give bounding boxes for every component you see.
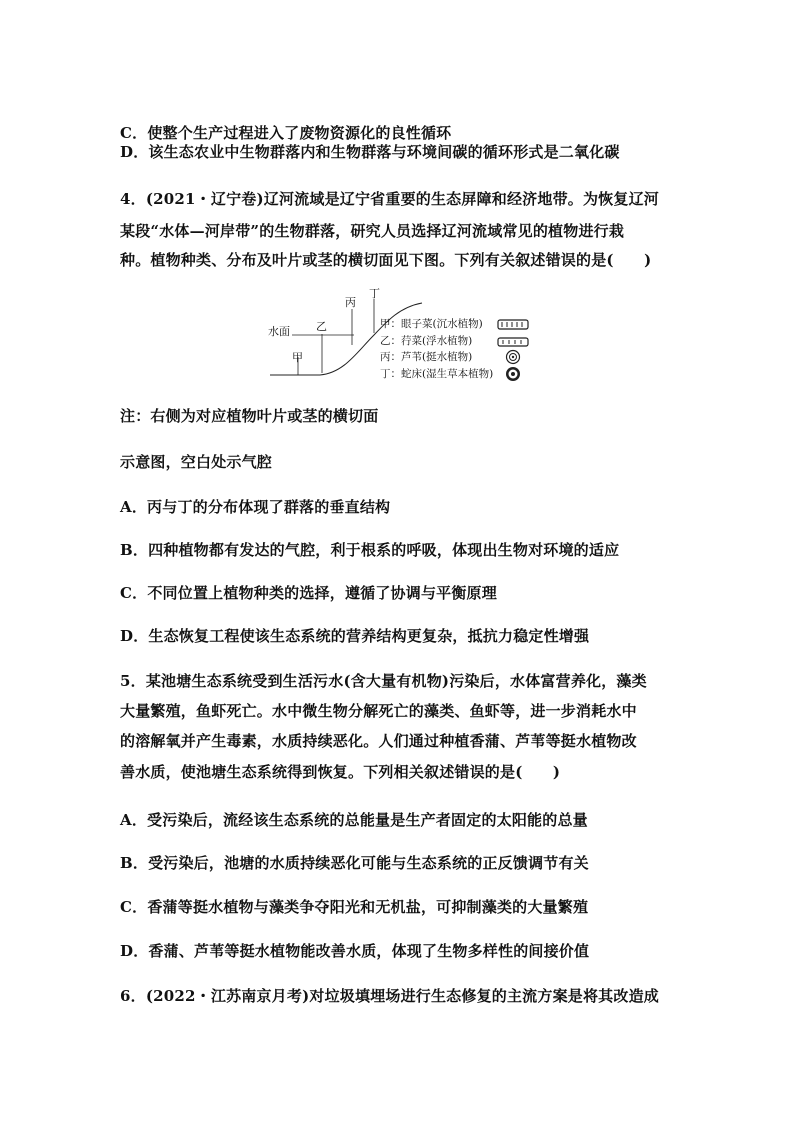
- option-a-q4: A．丙与丁的分布体现了群落的垂直结构: [120, 498, 391, 516]
- question-4-line-1: 4．(2021・辽宁卷)辽河流域是辽宁省重要的生态屏障和经济地带。为恢复辽河: [120, 190, 659, 208]
- legend-yi: 乙：荇菜(浮水植物): [380, 335, 473, 347]
- option-c-q5: C．香蒲等挺水植物与藻类争夺阳光和无机盐，可抑制藻类的大量繁殖: [120, 898, 589, 916]
- figure-note-line-2: 示意图，空白处示气腔: [120, 453, 273, 471]
- question-5-line-1: 5．某池塘生态系统受到生活污水(含大量有机物)污染后，水体富营养化，藻类: [120, 672, 647, 690]
- option-d-q4: D．生态恢复工程使该生态系统的营养结构更复杂，抵抗力稳定性增强: [120, 627, 590, 645]
- bing-cross-section-icon: [507, 351, 520, 364]
- question-5-line-2: 大量繁殖，鱼虾死亡。水中微生物分解死亡的藻类、鱼虾等，进一步消耗水中: [120, 702, 637, 720]
- plant-bing-label: 丙: [345, 296, 356, 309]
- plant-ding-label: 丁: [369, 287, 380, 300]
- water-surface-label: 水面: [268, 325, 290, 338]
- question-5-line-3: 的溶解氧并产生毒素，水质持续恶化。人们通过种植香蒲、芦苇等挺水植物改: [120, 732, 637, 750]
- ding-cross-section-icon: [506, 367, 520, 381]
- question-5-line-4: 善水质，使池塘生态系统得到恢复。下列相关叙述错误的是( ): [120, 763, 561, 781]
- question-4-line-3: 种。植物种类、分布及叶片或茎的横切面见下图。下列有关叙述错误的是( ): [120, 251, 652, 269]
- plant-yi-label: 乙: [316, 320, 327, 333]
- jia-cross-section-icon: [498, 320, 528, 329]
- yi-cross-section-icon: [498, 338, 528, 346]
- option-b-q5: B．受污染后，池塘的水质持续恶化可能与生态系统的正反馈调节有关: [120, 854, 589, 872]
- option-d-q3: D．该生态农业中生物群落内和生物群落与环境间碳的循环形式是二氧化碳: [120, 143, 620, 161]
- question-4-line-2: 某段“水体—河岸带”的生物群落，研究人员选择辽河流域常见的植物进行栽: [120, 222, 625, 240]
- legend-bing: 丙：芦苇(挺水植物): [380, 351, 473, 363]
- option-c-q4: C．不同位置上植物种类的选择，遵循了协调与平衡原理: [120, 584, 497, 602]
- legend-jia: 甲：眼子菜(沉水植物): [380, 318, 483, 330]
- legend-ding: 丁：蛇床(湿生草本植物): [380, 368, 494, 380]
- question-6-line-1: 6．(2022・江苏南京月考)对垃圾填埋场进行生态修复的主流方案是将其改造成: [120, 987, 659, 1005]
- figure-note-line-1: 注：右侧为对应植物叶片或茎的横切面: [120, 407, 379, 425]
- plant-jia-label: 甲: [292, 351, 303, 364]
- plant-distribution-figure: [262, 287, 537, 383]
- option-b-q4: B．四种植物都有发达的气腔，利于根系的呼吸，体现出生物对环境的适应: [120, 541, 620, 559]
- option-a-q5: A．受污染后，流经该生态系统的总能量是生产者固定的太阳能的总量: [120, 811, 588, 829]
- option-d-q5: D．香蒲、芦苇等挺水植物能改善水质，体现了生物多样性的间接价值: [120, 942, 590, 960]
- option-c-q3: C．使整个生产过程进入了废物资源化的良性循环: [120, 124, 452, 142]
